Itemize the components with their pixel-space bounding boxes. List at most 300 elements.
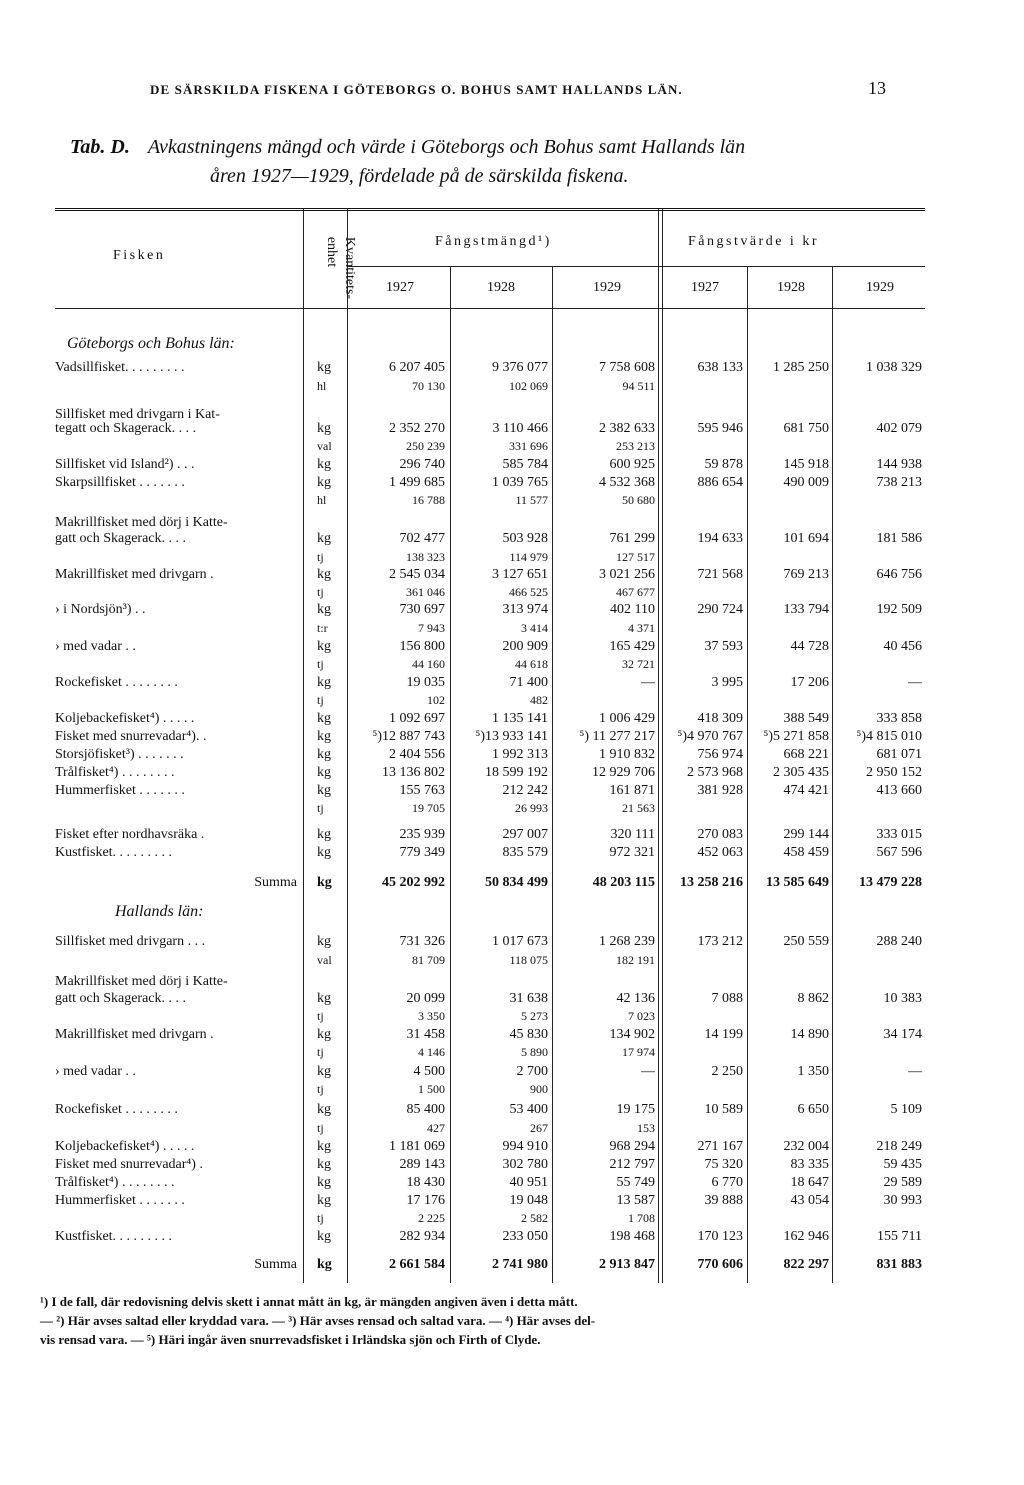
row-name: › med vadar . .: [55, 639, 136, 654]
quantity-cell-1928: 5 273: [521, 1009, 548, 1023]
value-cell-1927: 39 888: [704, 1193, 743, 1208]
quantity-cell-1929: ⁵) 11 277 217: [579, 729, 655, 744]
value-cell-1927: 271 167: [697, 1139, 743, 1154]
value-cell-1927: 3 995: [711, 675, 743, 690]
value-cell-1929: 59 435: [883, 1157, 922, 1172]
quantity-cell-1927: 4 146: [418, 1045, 445, 1059]
table-row: [55, 1063, 925, 1080]
quantity-cell-1927: 70 130: [412, 379, 445, 393]
quantity-cell-1927: 81 709: [412, 953, 445, 967]
quantity-cell-1928: 1 039 765: [492, 475, 548, 490]
quantity-cell-1929: 165 429: [609, 639, 655, 654]
value-cell-1929: 1 038 329: [866, 360, 922, 375]
table-label: Tab. D.: [70, 136, 130, 158]
value-cell-1928: 43 054: [790, 1193, 829, 1208]
table-row: [55, 728, 925, 745]
quantity-cell-1928: 114 979: [509, 550, 548, 564]
quantity-cell-1929: 761 299: [609, 531, 655, 546]
row-unit: kg: [317, 991, 331, 1006]
footnotes: [40, 1292, 930, 1349]
value-cell-1928: ⁵)5 271 858: [763, 729, 829, 744]
quantity-cell-1928: 233 050: [502, 1229, 548, 1244]
quantity-cell-1928: 45 830: [509, 1027, 548, 1042]
table-row: [55, 438, 925, 455]
group-header-value: Fångstvärde i kr: [688, 234, 819, 249]
value-cell-1927: 638 133: [697, 360, 743, 375]
row-unit: tj: [317, 550, 324, 564]
value-cell-1927: ⁵)4 970 767: [677, 729, 743, 744]
value-cell-1929: 40 456: [883, 639, 922, 654]
year-header-v1927: 1927: [691, 280, 719, 295]
table-row: [55, 933, 925, 950]
row-unit: kg: [317, 765, 331, 780]
value-cell-1927: 270 083: [697, 827, 743, 842]
row-name: Sillfisket med drivgarn i Kat-: [55, 407, 220, 422]
table-row: [55, 1192, 925, 1209]
row-name: Summa: [254, 875, 297, 890]
value-cell-1929: 144 938: [876, 457, 922, 472]
row-unit: kg: [317, 1257, 332, 1272]
quantity-cell-1929: 161 871: [609, 783, 655, 798]
quantity-cell-1929: 600 925: [609, 457, 655, 472]
row-unit: kg: [317, 1229, 331, 1244]
unit-header-line-b: enhet: [324, 236, 339, 268]
quantity-cell-1928: 71 400: [509, 675, 548, 690]
quantity-cell-1927: 361 046: [406, 585, 445, 599]
value-cell-1928: 490 009: [783, 475, 829, 490]
table-row: [55, 514, 925, 531]
value-cell-1928: 14 890: [790, 1027, 829, 1042]
quantity-cell-1928: 2 700: [516, 1064, 548, 1079]
value-cell-1929: 681 071: [876, 747, 922, 762]
value-cell-1928: 681 750: [783, 421, 829, 436]
row-unit: kg: [317, 531, 331, 546]
footnote-line-1: ¹) I de fall, där redovisning delvis skett i annat mått än kg, är mängden angiven även i detta mått.: [40, 1294, 578, 1309]
quantity-cell-1927: 20 099: [406, 991, 445, 1006]
table-row: [55, 844, 925, 861]
quantity-cell-1929: 182 191: [616, 953, 655, 967]
quantity-cell-1929: 1 006 429: [599, 711, 655, 726]
row-name: Storsjöfisket³) . . . . . . .: [55, 747, 184, 762]
quantity-cell-1927: 296 740: [399, 457, 445, 472]
quantity-cell-1928: 331 696: [509, 439, 548, 453]
title-line-1: Avkastningens mängd och värde i Göteborgs och Bohus samt Hallands län: [147, 136, 746, 158]
quantity-cell-1927: 289 143: [399, 1157, 445, 1172]
value-cell-1927: 7 088: [711, 991, 743, 1006]
row-unit: kg: [317, 934, 331, 949]
quantity-cell-1927: 44 160: [412, 657, 445, 671]
table-row: [55, 601, 925, 618]
quantity-cell-1927: 779 349: [399, 845, 445, 860]
value-cell-1928: 458 459: [783, 845, 829, 860]
value-cell-1927: 59 878: [704, 457, 743, 472]
value-cell-1928: 18 647: [790, 1175, 829, 1190]
value-cell-1927: 886 654: [697, 475, 743, 490]
row-unit: kg: [317, 360, 331, 375]
summa-row: [55, 874, 925, 891]
row-name: Trålfisket⁴) . . . . . . . .: [55, 765, 175, 780]
table-row: [55, 492, 925, 509]
quantity-cell-1927: 102: [427, 693, 445, 707]
quantity-cell-1927: 2 352 270: [389, 421, 445, 436]
quantity-cell-1929: 7 023: [628, 1009, 655, 1023]
quantity-cell-1929: 12 929 706: [592, 765, 655, 780]
row-unit: kg: [317, 1102, 331, 1117]
table-row: [55, 1044, 925, 1061]
quantity-cell-1928: 3 127 651: [492, 567, 548, 582]
quantity-cell-1927: 6 207 405: [389, 360, 445, 375]
quantity-cell-1927: 18 430: [406, 1175, 445, 1190]
quantity-cell-1928: 2 741 980: [492, 1257, 548, 1272]
row-name: Trålfisket⁴) . . . . . . . .: [55, 1175, 175, 1190]
quantity-cell-1928: 297 007: [502, 827, 548, 842]
unit-header-line-a: Kvantitets-: [342, 236, 357, 300]
row-unit: kg: [317, 675, 331, 690]
table-row: [55, 746, 925, 763]
quantity-cell-1928: 503 928: [502, 531, 548, 546]
value-cell-1929: 218 249: [876, 1139, 922, 1154]
quantity-cell-1927: 19 705: [412, 801, 445, 815]
table-row: [55, 826, 925, 843]
row-unit: kg: [317, 567, 331, 582]
row-unit: tj: [317, 1045, 324, 1059]
quantity-cell-1927: ⁵)12 887 743: [372, 729, 445, 744]
quantity-cell-1928: 50 834 499: [485, 875, 548, 890]
table-row: [55, 764, 925, 781]
quantity-cell-1928: 40 951: [509, 1175, 548, 1190]
row-name: Sillfisket vid Island²) . . .: [55, 457, 195, 472]
value-cell-1929: ⁵)4 815 010: [856, 729, 922, 744]
value-cell-1929: 567 596: [876, 845, 922, 860]
value-cell-1928: 101 694: [783, 531, 829, 546]
value-cell-1929: 2 950 152: [866, 765, 922, 780]
col-header-fisken: Fisken: [113, 248, 166, 263]
quantity-cell-1927: 1 181 069: [389, 1139, 445, 1154]
table-row: [55, 378, 925, 395]
quantity-cell-1928: 9 376 077: [492, 360, 548, 375]
row-unit: kg: [317, 602, 331, 617]
row-unit: kg: [317, 729, 331, 744]
title-line-2: åren 1927—1929, fördelade på de särskilda fiskena.: [210, 165, 629, 187]
quantity-cell-1928: 11 577: [515, 493, 548, 507]
row-name: Vadsillfisket. . . . . . . . .: [55, 360, 185, 375]
row-unit: kg: [317, 1193, 331, 1208]
row-name: Sillfisket med drivgarn . . .: [55, 934, 206, 949]
quantity-cell-1927: 2 404 556: [389, 747, 445, 762]
fishery-table: [55, 208, 925, 1283]
value-cell-1929: —: [908, 1064, 922, 1079]
quantity-cell-1929: 32 721: [622, 657, 655, 671]
table-title: [70, 133, 940, 191]
value-cell-1928: 162 946: [783, 1229, 829, 1244]
table-row: [55, 359, 925, 376]
quantity-cell-1927: 7 943: [418, 621, 445, 635]
row-name: Kustfisket. . . . . . . . .: [55, 1229, 173, 1244]
table-row: [55, 1138, 925, 1155]
table-row: [55, 800, 925, 817]
value-cell-1929: 30 993: [883, 1193, 922, 1208]
quantity-cell-1928: 19 048: [509, 1193, 548, 1208]
quantity-cell-1928: 585 784: [502, 457, 548, 472]
quantity-cell-1928: 3 414: [521, 621, 548, 635]
quantity-cell-1927: 1 500: [418, 1082, 445, 1096]
row-unit: tj: [317, 585, 324, 599]
row-unit: kg: [317, 1139, 331, 1154]
quantity-cell-1928: 994 910: [502, 1139, 548, 1154]
col-header-unit: [301, 218, 357, 314]
table-row: [55, 656, 925, 673]
row-unit: kg: [317, 1157, 331, 1172]
value-cell-1927: 418 309: [697, 711, 743, 726]
value-cell-1928: 6 650: [797, 1102, 829, 1117]
row-unit: kg: [317, 845, 331, 860]
table-row: [55, 1008, 925, 1025]
value-cell-1928: 822 297: [783, 1257, 829, 1272]
value-cell-1927: 37 593: [704, 639, 743, 654]
quantity-cell-1928: 118 075: [509, 953, 548, 967]
quantity-cell-1927: 730 697: [399, 602, 445, 617]
row-unit: kg: [317, 1064, 331, 1079]
row-unit: kg: [317, 1175, 331, 1190]
quantity-cell-1928: 482: [530, 693, 548, 707]
value-cell-1928: 250 559: [783, 934, 829, 949]
quantity-cell-1929: 972 321: [609, 845, 655, 860]
value-cell-1927: 756 974: [697, 747, 743, 762]
quantity-cell-1928: 44 618: [515, 657, 548, 671]
value-cell-1927: 75 320: [704, 1157, 743, 1172]
table-row: [55, 474, 925, 491]
year-header-q1927: 1927: [386, 280, 414, 295]
quantity-cell-1929: 48 203 115: [592, 875, 655, 890]
group-header-quantity: Fångstmängd¹): [435, 234, 552, 249]
quantity-cell-1927: 1 499 685: [389, 475, 445, 490]
quantity-cell-1928: 2 582: [521, 1211, 548, 1225]
quantity-cell-1927: 155 763: [399, 783, 445, 798]
quantity-cell-1929: 13 587: [616, 1193, 655, 1208]
quantity-cell-1928: 267: [530, 1121, 548, 1135]
row-unit: val: [317, 439, 332, 453]
row-unit: kg: [317, 711, 331, 726]
value-cell-1928: 299 144: [783, 827, 829, 842]
row-unit: kg: [317, 827, 331, 842]
value-cell-1927: 721 568: [697, 567, 743, 582]
value-cell-1927: 194 633: [697, 531, 743, 546]
value-cell-1928: 44 728: [790, 639, 829, 654]
value-cell-1928: 668 221: [783, 747, 829, 762]
header-divider: [347, 266, 925, 267]
quantity-cell-1929: 4 532 368: [599, 475, 655, 490]
row-unit: kg: [317, 875, 332, 890]
quantity-cell-1929: 1 268 239: [599, 934, 655, 949]
value-cell-1928: 133 794: [783, 602, 829, 617]
quantity-cell-1927: 16 788: [412, 493, 445, 507]
quantity-cell-1927: 2 225: [418, 1211, 445, 1225]
row-name: Kustfisket. . . . . . . . .: [55, 845, 173, 860]
row-unit: kg: [317, 475, 331, 490]
table-row: [55, 1081, 925, 1098]
row-name: tegatt och Skagerack. . . .: [55, 421, 197, 436]
quantity-cell-1927: 2 661 584: [389, 1257, 445, 1272]
table-row: [55, 1120, 925, 1137]
row-name: Fisket efter nordhavsräka .: [55, 827, 205, 842]
quantity-cell-1928: 18 599 192: [485, 765, 548, 780]
value-cell-1929: 34 174: [883, 1027, 922, 1042]
value-cell-1929: 10 383: [883, 991, 922, 1006]
quantity-cell-1928: 5 890: [521, 1045, 548, 1059]
quantity-cell-1927: 138 323: [406, 550, 445, 564]
quantity-cell-1927: 3 350: [418, 1009, 445, 1023]
value-cell-1927: 170 123: [697, 1229, 743, 1244]
quantity-cell-1927: 702 477: [399, 531, 445, 546]
row-name: Makrillfisket med drivgarn .: [55, 567, 214, 582]
row-unit: tj: [317, 657, 324, 671]
value-cell-1927: 173 212: [697, 934, 743, 949]
value-cell-1928: 232 004: [783, 1139, 829, 1154]
value-cell-1929: 155 711: [877, 1229, 922, 1244]
value-cell-1929: 192 509: [876, 602, 922, 617]
quantity-cell-1929: 4 371: [628, 621, 655, 635]
quantity-cell-1928: 3 110 466: [492, 421, 548, 436]
summa-row: [55, 1256, 925, 1273]
table-row: [55, 692, 925, 709]
quantity-cell-1929: 467 677: [616, 585, 655, 599]
year-header-q1928: 1928: [487, 280, 515, 295]
value-cell-1927: 6 770: [711, 1175, 743, 1190]
row-unit: hl: [317, 379, 327, 393]
quantity-cell-1927: 282 934: [399, 1229, 445, 1244]
value-cell-1927: 595 946: [697, 421, 743, 436]
row-name: Hummerfisket . . . . . . .: [55, 783, 185, 798]
value-cell-1929: 181 586: [876, 531, 922, 546]
quantity-cell-1927: 2 545 034: [389, 567, 445, 582]
quantity-cell-1929: 55 749: [616, 1175, 655, 1190]
quantity-cell-1928: 212 242: [502, 783, 548, 798]
value-cell-1929: 738 213: [876, 475, 922, 490]
quantity-cell-1929: —: [641, 1064, 655, 1079]
table-row: [55, 1210, 925, 1227]
table-row: [55, 620, 925, 637]
year-header-v1928: 1928: [777, 280, 805, 295]
year-header-q1929: 1929: [593, 280, 621, 295]
quantity-cell-1929: 320 111: [610, 827, 655, 842]
row-name: Koljebackefisket⁴) . . . . .: [55, 711, 195, 726]
quantity-cell-1929: 2 382 633: [599, 421, 655, 436]
year-header-v1929: 1929: [866, 280, 894, 295]
quantity-cell-1929: 212 797: [609, 1157, 655, 1172]
value-cell-1928: 474 421: [783, 783, 829, 798]
row-name: Hummerfisket . . . . . . .: [55, 1193, 185, 1208]
value-cell-1928: 145 918: [783, 457, 829, 472]
table-row: [55, 584, 925, 601]
row-unit: t:r: [317, 621, 328, 635]
value-cell-1927: 452 063: [697, 845, 743, 860]
table-row: [55, 952, 925, 969]
footnote-line-2: — ²) Här avses saltad eller kryddad vara. — ³) Här avses rensad och saltad vara. — ⁴) Här avses del-: [40, 1313, 596, 1328]
quantity-cell-1929: 1 910 832: [599, 747, 655, 762]
value-cell-1927: 2 573 968: [687, 765, 743, 780]
value-cell-1928: 8 862: [797, 991, 829, 1006]
value-cell-1927: 770 606: [697, 1257, 743, 1272]
table-top-rule: [55, 208, 925, 211]
running-head: DE SÄRSKILDA FISKENA I GÖTEBORGS O. BOHUS SAMT HALLANDS LÄN.: [150, 82, 683, 97]
quantity-cell-1927: 1 092 697: [389, 711, 445, 726]
value-cell-1929: 5 109: [890, 1102, 922, 1117]
table-row: [55, 549, 925, 566]
quantity-cell-1929: 153: [637, 1121, 655, 1135]
value-cell-1927: 381 928: [697, 783, 743, 798]
table-row: [55, 456, 925, 473]
quantity-cell-1929: 7 758 608: [599, 360, 655, 375]
quantity-cell-1929: —: [641, 675, 655, 690]
row-name: Makrillfisket med dörj i Katte-: [55, 515, 228, 530]
row-unit: tj: [317, 801, 324, 815]
value-cell-1928: 1 350: [797, 1064, 829, 1079]
quantity-cell-1927: 13 136 802: [382, 765, 445, 780]
value-cell-1927: 14 199: [704, 1027, 743, 1042]
row-unit: kg: [317, 421, 331, 436]
value-cell-1928: 13 585 649: [766, 875, 829, 890]
value-cell-1927: 10 589: [704, 1102, 743, 1117]
value-cell-1928: 2 305 435: [773, 765, 829, 780]
row-name: Makrillfisket med dörj i Katte-: [55, 974, 228, 989]
quantity-cell-1929: 2 913 847: [599, 1257, 655, 1272]
value-cell-1927: 2 250: [711, 1064, 743, 1079]
row-unit: hl: [317, 493, 327, 507]
quantity-cell-1928: 1 135 141: [492, 711, 548, 726]
quantity-cell-1928: 1 992 313: [492, 747, 548, 762]
value-cell-1929: 288 240: [876, 934, 922, 949]
row-unit: val: [317, 953, 332, 967]
value-cell-1929: —: [908, 675, 922, 690]
value-cell-1928: 83 335: [790, 1157, 829, 1172]
value-cell-1927: 13 258 216: [680, 875, 743, 890]
table-row: [55, 1156, 925, 1173]
quantity-cell-1928: 313 974: [502, 602, 548, 617]
quantity-cell-1929: 21 563: [622, 801, 655, 815]
table-row: [55, 990, 925, 1007]
quantity-cell-1928: 302 780: [502, 1157, 548, 1172]
value-cell-1929: 646 756: [876, 567, 922, 582]
header-bottom-rule: [55, 308, 925, 309]
row-name: gatt och Skagerack. . . .: [55, 531, 187, 546]
quantity-cell-1929: 402 110: [610, 602, 655, 617]
row-unit: tj: [317, 1211, 324, 1225]
row-name: Rockefisket . . . . . . . .: [55, 1102, 178, 1117]
value-cell-1929: 402 079: [876, 421, 922, 436]
quantity-cell-1928: ⁵)13 933 141: [475, 729, 548, 744]
table-row: [55, 710, 925, 727]
value-cell-1928: 388 549: [783, 711, 829, 726]
table-row: [55, 782, 925, 799]
quantity-cell-1927: 731 326: [399, 934, 445, 949]
quantity-cell-1928: 466 525: [509, 585, 548, 599]
table-row: [55, 420, 925, 437]
quantity-cell-1927: 19 035: [406, 675, 445, 690]
row-unit: tj: [317, 1009, 324, 1023]
quantity-cell-1928: 835 579: [502, 845, 548, 860]
quantity-cell-1927: 31 458: [406, 1027, 445, 1042]
quantity-cell-1929: 19 175: [616, 1102, 655, 1117]
quantity-cell-1929: 1 708: [628, 1211, 655, 1225]
row-name: Summa: [254, 1257, 297, 1272]
section-halland: Hallands län:: [115, 903, 204, 920]
table-row: [55, 1228, 925, 1245]
value-cell-1927: 290 724: [697, 602, 743, 617]
value-cell-1928: 1 285 250: [773, 360, 829, 375]
value-cell-1928: 769 213: [783, 567, 829, 582]
table-row: [55, 1026, 925, 1043]
quantity-cell-1929: 253 213: [616, 439, 655, 453]
